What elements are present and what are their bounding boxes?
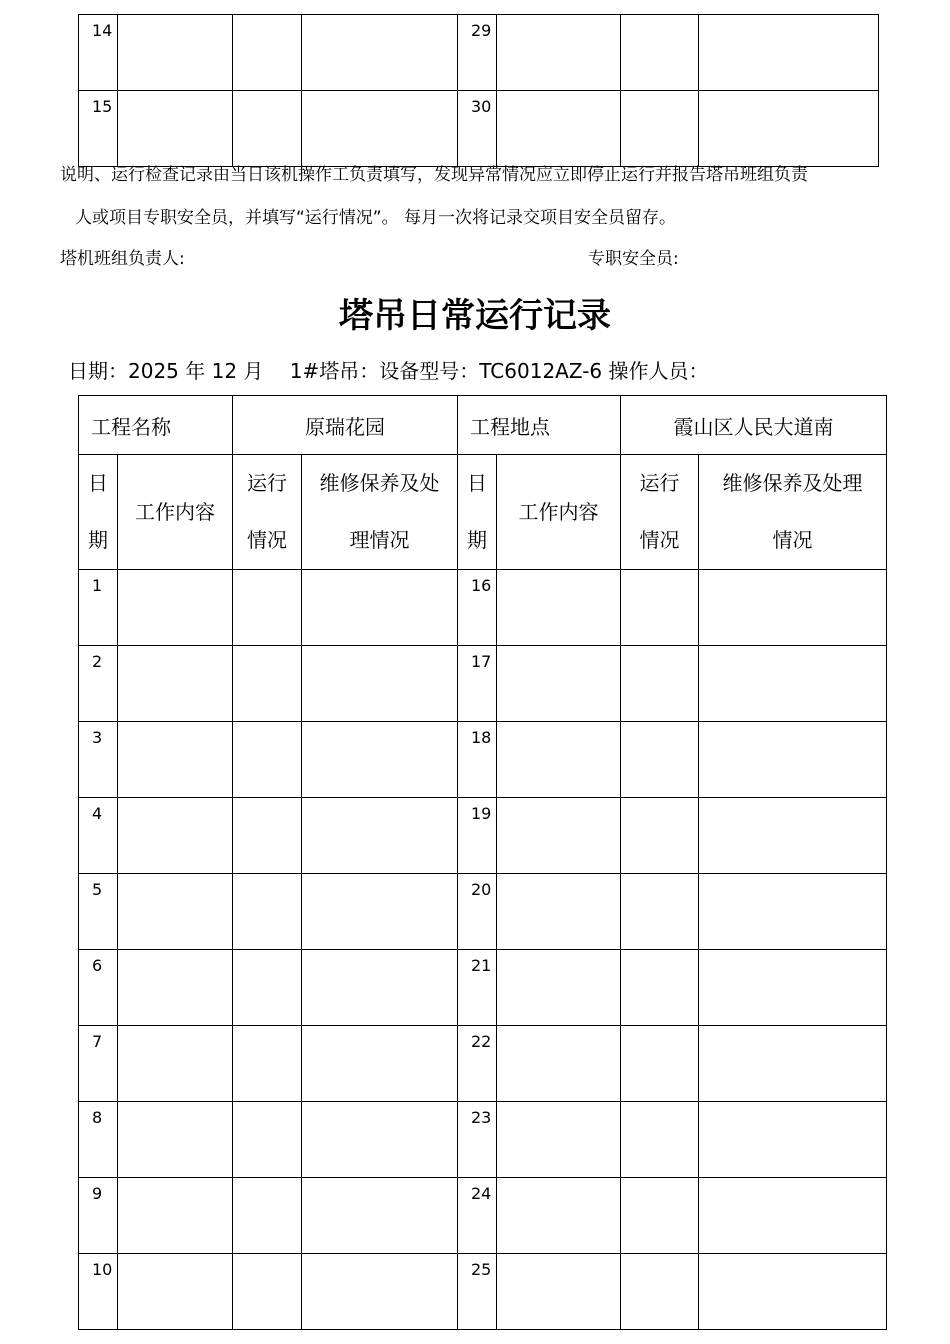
work-content-cell[interactable] (118, 91, 233, 167)
daily-record-table (78, 395, 887, 1330)
status-cell[interactable] (233, 1178, 302, 1254)
note-line-2: 人或项目专职安全员，并填写“运行情况”。 每月一次将记录交项目安全员留存。 (75, 208, 677, 228)
day-cell-right: 19 (458, 798, 497, 874)
maintenance-cell[interactable] (699, 570, 887, 646)
status-cell[interactable] (233, 1254, 302, 1330)
status-cell[interactable] (621, 950, 699, 1026)
day-cell-left: 9 (79, 1178, 118, 1254)
maintenance-cell[interactable] (302, 570, 458, 646)
status-cell[interactable] (621, 1178, 699, 1254)
maintenance-cell[interactable] (302, 646, 458, 722)
work-content-cell[interactable] (497, 950, 621, 1026)
status-cell[interactable] (621, 646, 699, 722)
status-cell[interactable] (621, 570, 699, 646)
header-maintenance: 维修保养及处 理情况 (302, 455, 458, 570)
work-content-cell[interactable] (118, 798, 233, 874)
page-title: 塔吊日常运行记录 (339, 296, 611, 336)
day-cell-right: 23 (458, 1102, 497, 1178)
table-row (79, 798, 887, 874)
status-cell[interactable] (233, 1026, 302, 1102)
maintenance-cell[interactable] (699, 15, 879, 91)
column-header-row (79, 455, 887, 570)
maintenance-cell[interactable] (699, 1102, 887, 1178)
status-cell[interactable] (621, 1026, 699, 1102)
day-cell-left: 4 (79, 798, 118, 874)
status-cell[interactable] (233, 15, 302, 91)
header-status: 运行 情况 (233, 455, 302, 570)
header-date: 日 期 (79, 455, 118, 570)
project-site-label: 工程地点 (458, 396, 621, 455)
maintenance-cell[interactable] (699, 646, 887, 722)
maintenance-cell[interactable] (302, 874, 458, 950)
day-cell-right: 18 (458, 722, 497, 798)
maintenance-cell[interactable] (699, 91, 879, 167)
status-cell[interactable] (233, 1102, 302, 1178)
header-status-right: 运行 情况 (621, 455, 699, 570)
work-content-cell[interactable] (118, 1026, 233, 1102)
work-content-cell[interactable] (118, 1102, 233, 1178)
table-row (79, 1178, 887, 1254)
table-row (79, 91, 879, 167)
header-date-right: 日 期 (458, 455, 497, 570)
maintenance-cell[interactable] (302, 1254, 458, 1330)
day-cell-left: 15 (79, 91, 118, 167)
work-content-cell[interactable] (497, 798, 621, 874)
work-content-cell[interactable] (497, 91, 621, 167)
day-cell-right: 30 (458, 91, 497, 167)
table-row (79, 570, 887, 646)
maintenance-cell[interactable] (302, 1102, 458, 1178)
work-content-cell[interactable] (497, 570, 621, 646)
day-cell-left: 7 (79, 1026, 118, 1102)
day-cell-right: 29 (458, 15, 497, 91)
maintenance-cell[interactable] (699, 798, 887, 874)
project-site-value: 霞山区人民大道南 (621, 396, 887, 455)
day-cell-left: 5 (79, 874, 118, 950)
maintenance-cell[interactable] (699, 722, 887, 798)
status-cell[interactable] (233, 646, 302, 722)
header-work-content-right: 工作内容 (497, 455, 621, 570)
table-row (79, 950, 887, 1026)
maintenance-cell[interactable] (699, 1178, 887, 1254)
day-cell-right: 24 (458, 1178, 497, 1254)
status-cell[interactable] (621, 874, 699, 950)
work-content-cell[interactable] (118, 646, 233, 722)
maintenance-cell[interactable] (302, 722, 458, 798)
status-cell[interactable] (621, 798, 699, 874)
maintenance-cell[interactable] (699, 874, 887, 950)
date-line: 日期：2025 年 12 月 1#塔吊：设备型号：TC6012AZ-6 操作人员： (68, 359, 709, 383)
prev-record-table (78, 14, 879, 167)
table-row (79, 1026, 887, 1102)
project-name-label: 工程名称 (79, 396, 233, 455)
work-content-cell[interactable] (497, 1254, 621, 1330)
work-content-cell[interactable] (497, 1026, 621, 1102)
day-cell-left: 14 (79, 15, 118, 91)
day-cell-right: 21 (458, 950, 497, 1026)
day-cell-left: 1 (79, 570, 118, 646)
status-cell[interactable] (233, 874, 302, 950)
table-row (79, 874, 887, 950)
maintenance-cell[interactable] (302, 15, 458, 91)
table-row (79, 1102, 887, 1178)
work-content-cell[interactable] (497, 722, 621, 798)
work-content-cell[interactable] (497, 15, 621, 91)
day-cell-right: 20 (458, 874, 497, 950)
work-content-cell[interactable] (497, 874, 621, 950)
day-cell-right: 22 (458, 1026, 497, 1102)
day-cell-left: 10 (79, 1254, 118, 1330)
maintenance-cell[interactable] (302, 1178, 458, 1254)
leader-signature-label: 塔机班组负责人: (60, 249, 185, 269)
status-cell[interactable] (621, 722, 699, 798)
table-row (79, 15, 879, 91)
day-cell-left: 8 (79, 1102, 118, 1178)
day-cell-right: 17 (458, 646, 497, 722)
maintenance-cell[interactable] (699, 950, 887, 1026)
work-content-cell[interactable] (118, 722, 233, 798)
status-cell[interactable] (233, 798, 302, 874)
maintenance-cell[interactable] (699, 1254, 887, 1330)
work-content-cell[interactable] (118, 1178, 233, 1254)
work-content-cell[interactable] (118, 950, 233, 1026)
header-maintenance-right: 维修保养及处理 情况 (699, 455, 887, 570)
day-cell-left: 3 (79, 722, 118, 798)
maintenance-cell[interactable] (302, 950, 458, 1026)
note-line-1: 说明、运行检查记录由当日该机操作工负责填写，发现异常情况应立即停止运行并报告塔吊班组负责 (60, 165, 808, 185)
maintenance-cell[interactable] (302, 91, 458, 167)
project-info-row (79, 396, 887, 455)
day-cell-left: 2 (79, 646, 118, 722)
table-row (79, 646, 887, 722)
project-name-value: 原瑞花园 (233, 396, 458, 455)
work-content-cell[interactable] (497, 1178, 621, 1254)
day-cell-left: 6 (79, 950, 118, 1026)
day-cell-right: 16 (458, 570, 497, 646)
maintenance-cell[interactable] (302, 1026, 458, 1102)
status-cell[interactable] (621, 1102, 699, 1178)
work-content-cell[interactable] (497, 646, 621, 722)
status-cell[interactable] (621, 91, 699, 167)
work-content-cell[interactable] (118, 874, 233, 950)
status-cell[interactable] (233, 570, 302, 646)
status-cell[interactable] (621, 1254, 699, 1330)
maintenance-cell[interactable] (699, 1026, 887, 1102)
maintenance-cell[interactable] (302, 798, 458, 874)
header-work-content: 工作内容 (118, 455, 233, 570)
work-content-cell[interactable] (118, 1254, 233, 1330)
table-row (79, 1254, 887, 1330)
table-row (79, 722, 887, 798)
status-cell[interactable] (621, 15, 699, 91)
work-content-cell[interactable] (497, 1102, 621, 1178)
status-cell[interactable] (233, 722, 302, 798)
status-cell[interactable] (233, 91, 302, 167)
status-cell[interactable] (233, 950, 302, 1026)
safety-officer-label: 专职安全员: (588, 249, 679, 269)
day-cell-right: 25 (458, 1254, 497, 1330)
work-content-cell[interactable] (118, 15, 233, 91)
work-content-cell[interactable] (118, 570, 233, 646)
